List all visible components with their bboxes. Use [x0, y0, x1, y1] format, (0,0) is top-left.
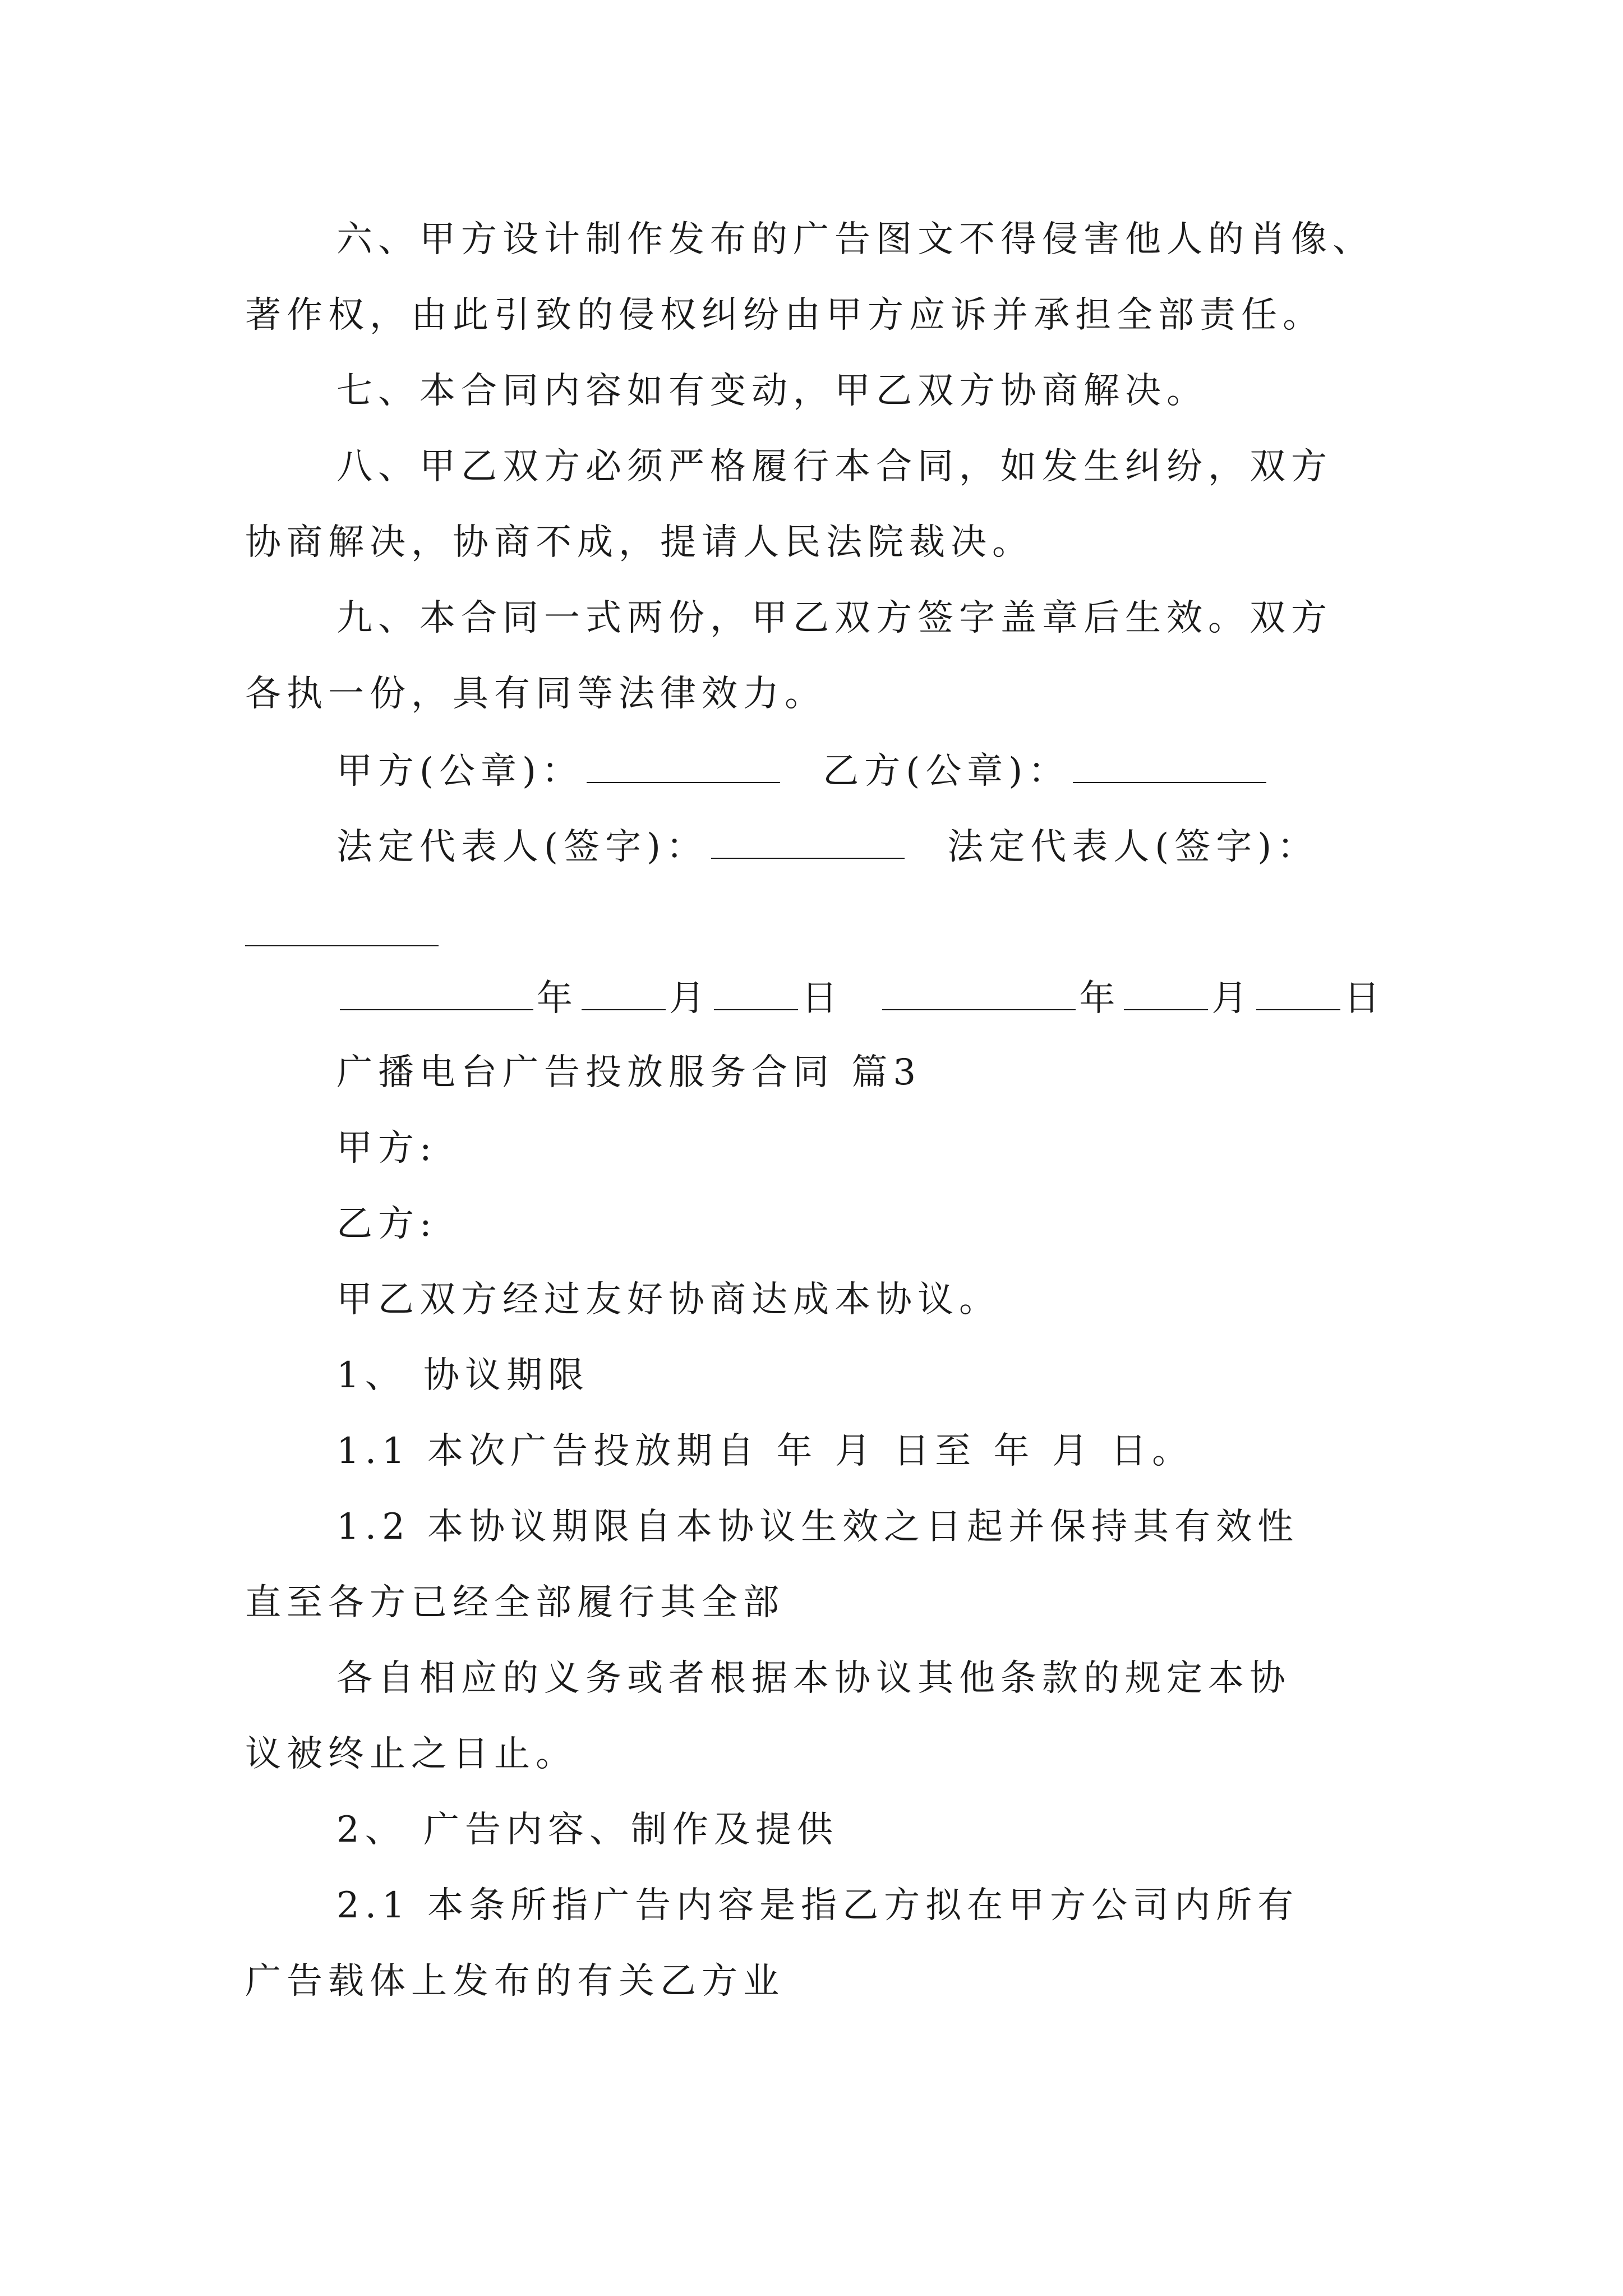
- date-b-year-blank: [882, 979, 1076, 1010]
- rep-a-label: 法定代表人(签字)：: [336, 826, 708, 868]
- seal-row: [336, 751, 1270, 792]
- clause-2-heading: 2、 广告内容、制作及提供: [336, 1809, 839, 1851]
- date-a-month-label: 月: [669, 978, 711, 1019]
- date-b-month-label: 月: [1211, 978, 1253, 1019]
- date-a-year-label: 年: [537, 978, 578, 1019]
- party-a-label: 甲方:: [336, 1128, 437, 1169]
- party-a-seal-label: 甲方(公章)：: [336, 751, 583, 792]
- date-b-day-blank: [1256, 979, 1340, 1010]
- rep-b-blank: [245, 945, 439, 946]
- clause-8-line-2: 协商解决，协商不成，提请人民法院裁决。: [245, 522, 1034, 563]
- representative-row: [336, 826, 1319, 868]
- clause-1-2-line-2: 直至各方已经全部履行其全部: [245, 1582, 785, 1623]
- rep-a-blank: [711, 827, 905, 859]
- clause-6-line-2: 著作权，由此引致的侵权纠纷由甲方应诉并承担全部责任。: [245, 295, 1324, 336]
- date-a-month-blank: [582, 979, 666, 1010]
- clause-1-3-line-1: 各自相应的义务或者根据本协议其他条款的规定本协: [336, 1658, 1291, 1699]
- clause-2-1-line-1: 2.1 本条所指广告内容是指乙方拟在甲方公司内所有: [336, 1885, 1299, 1926]
- date-b-day-label: 日: [1344, 978, 1386, 1019]
- date-b-month-blank: [1124, 979, 1208, 1010]
- clause-1-heading: 1、 协议期限: [336, 1355, 590, 1396]
- clause-8-line-1: 八、甲乙双方必须严格履行本合同，如发生纠纷，双方: [336, 446, 1332, 487]
- date-a-year-blank: [340, 979, 533, 1010]
- party-b-seal-blank: [1073, 752, 1266, 783]
- party-b-label: 乙方:: [336, 1203, 437, 1245]
- clause-6-line-1: 六、甲方设计制作发布的广告图文不得侵害他人的肖像、: [336, 219, 1374, 260]
- contract-title: 广播电台广告投放服务合同 篇3: [336, 1052, 922, 1093]
- party-a-seal-blank: [587, 752, 780, 783]
- agreement-intro: 甲乙双方经过友好协商达成本协议。: [336, 1279, 1000, 1320]
- clause-7: 七、本合同内容如有变动，甲乙双方协商解决。: [336, 370, 1208, 412]
- date-row: [336, 978, 1386, 1019]
- clause-1-2-line-1: 1.2 本协议期限自本协议生效之日起并保持其有效性: [336, 1506, 1299, 1548]
- clause-1-3-line-2: 议被终止之日止。: [245, 1733, 577, 1775]
- clause-9-line-1: 九、本合同一式两份，甲乙双方签字盖章后生效。双方: [336, 597, 1332, 639]
- party-b-seal-label: 乙方(公章)：: [823, 751, 1070, 792]
- clause-2-1-line-2: 广告载体上发布的有关乙方业: [245, 1961, 785, 2002]
- date-a-day-blank: [714, 979, 798, 1010]
- clause-9-line-2: 各执一份，具有同等法律效力。: [245, 673, 826, 715]
- date-b-year-label: 年: [1079, 978, 1121, 1019]
- rep-b-label: 法定代表人(签字)：: [947, 826, 1319, 868]
- date-a-day-label: 日: [801, 978, 843, 1019]
- clause-1-1: 1.1 本次广告投放期自 年 月 日至 年 月 日。: [336, 1430, 1194, 1472]
